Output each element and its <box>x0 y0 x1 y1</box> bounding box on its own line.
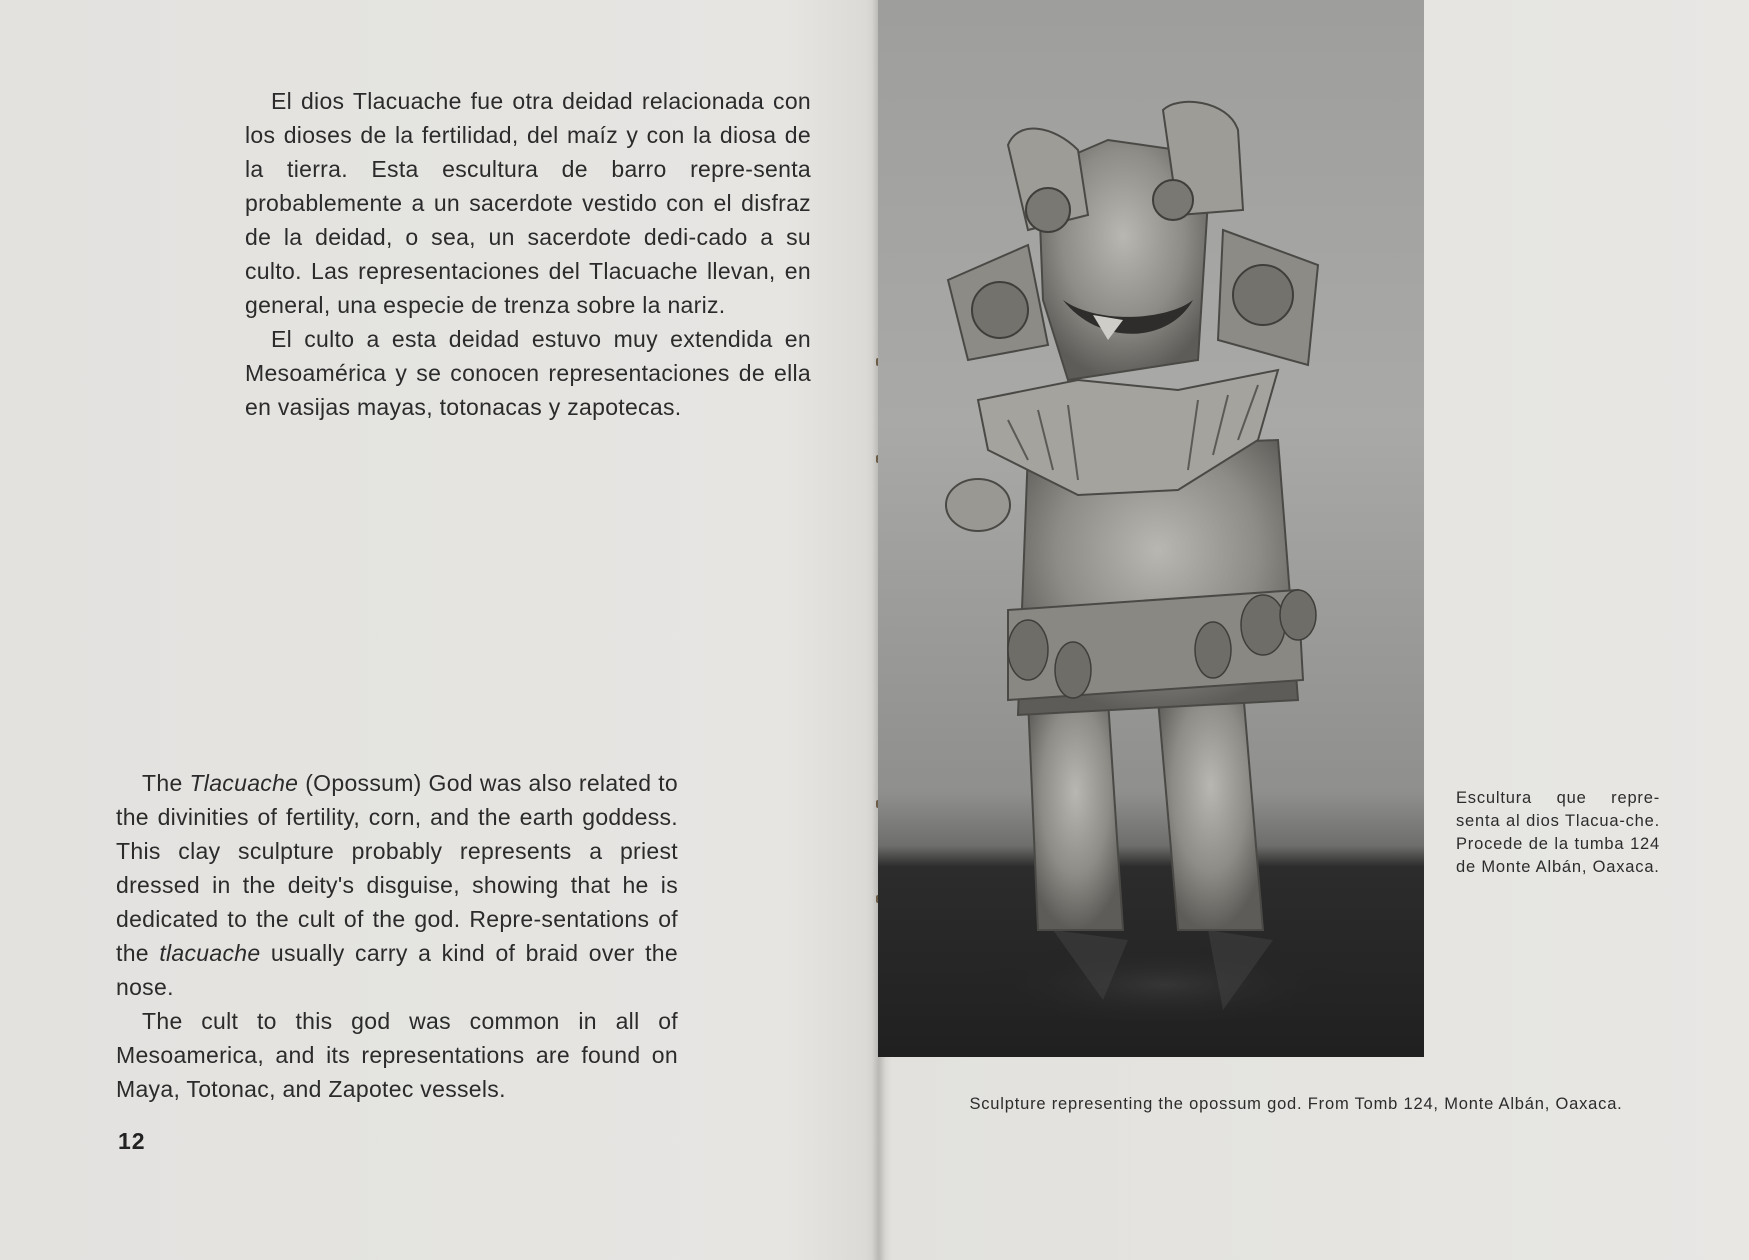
english-paragraph-2: The cult to this god was common in all of Mesoamerica, and its representations are found on Maya, Totonac, and Zapotec vessels. <box>116 1008 678 1102</box>
tlacuache-term: Tlacuache <box>189 770 299 796</box>
spanish-paragraph-1: El dios Tlacuache fue otra deidad relacionada con los dioses de la fertilidad, del maíz y con la diosa de la tierra. Esta escultura de barro repre-senta probablemente a un sacerdote vestido con el disfraz de la deidad, o sea, un sacerdote dedi-cado a su culto. Las representaciones del Tlacuache llevan, en general, una especie de trenza sobre la nariz. <box>245 88 811 318</box>
spanish-photo-caption: Escultura que repre-senta al dios Tlacua-che. Procede de la tumba 124 de Monte Albán, Oaxaca. <box>1456 789 1660 876</box>
sculpture-photograph <box>878 0 1424 1057</box>
english-paragraph-1: The Tlacuache (Opossum) God was also related to the divinities of fertility, corn, and the earth goddess. This clay sculpture probably represents a priest dressed in the deity's disguise, showing that he is dedicated to the cult of the god. Repre-sentations of the tlacuache usually carry a kind of braid over the nose. <box>116 770 678 1000</box>
page-number: 12 <box>118 1128 146 1154</box>
english-photo-caption: Sculpture representing the opossum god. From Tomb 124, Monte Albán, Oaxaca. <box>969 1095 1623 1113</box>
opossum-god-sculpture-image <box>878 0 1424 1057</box>
tlacuache-term-lowercase: tlacuache <box>159 940 261 966</box>
spanish-text-block <box>245 84 811 424</box>
english-text-block <box>116 766 678 1106</box>
spanish-paragraph-2: El culto a esta deidad estuvo muy extendida en Mesoamérica y se conocen representaciones de ella en vasijas mayas, totonacas y zapotecas. <box>245 326 811 420</box>
